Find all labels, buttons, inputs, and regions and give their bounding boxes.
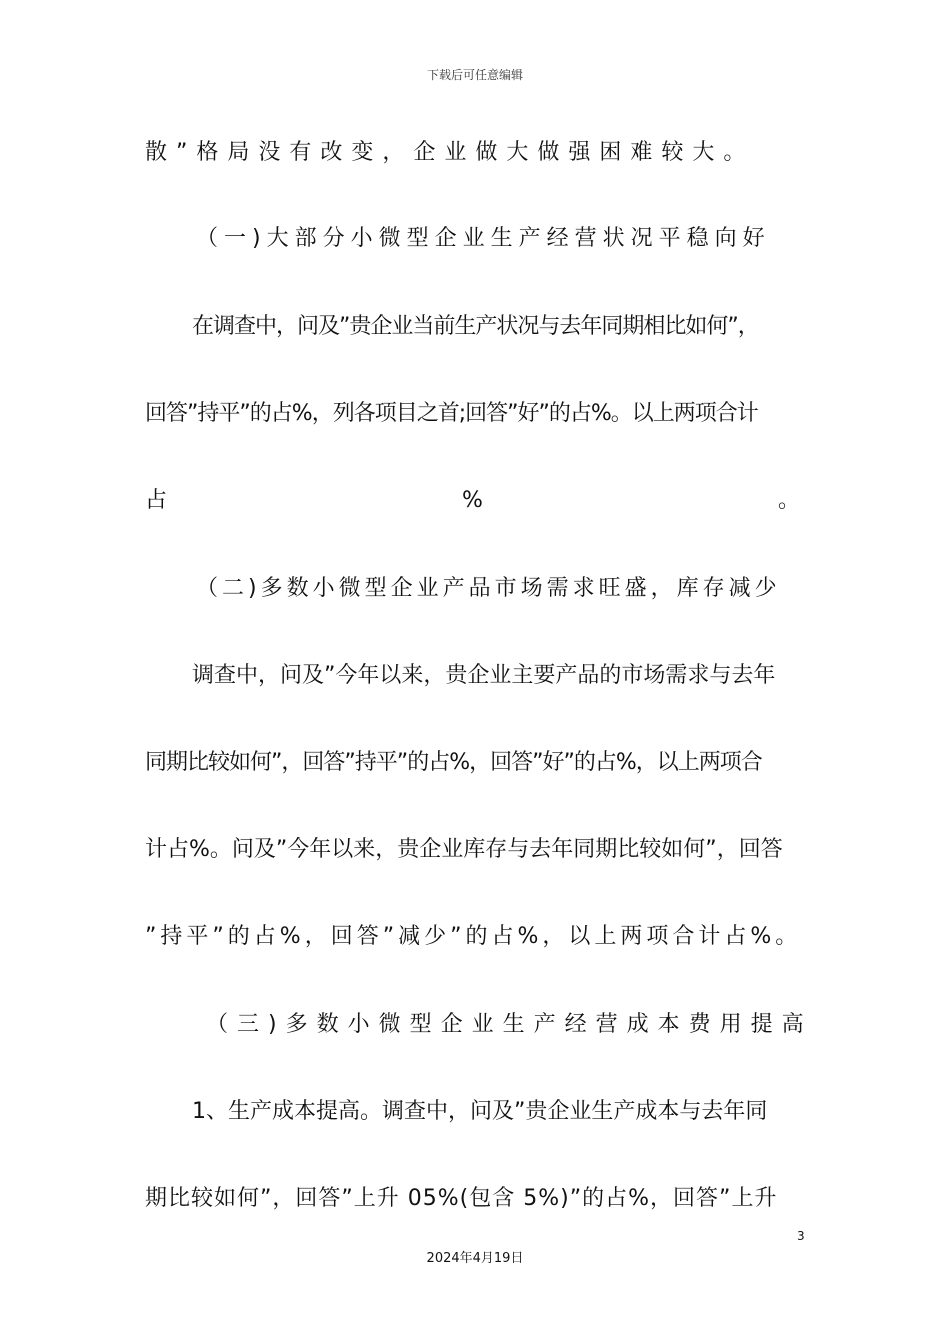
section-heading: （二)多数小微型企业产品市场需求旺盛，库存减少 <box>196 576 781 601</box>
paragraph-line: 期比较如何”，回答”上升 05%(包含 5%)”的占%，回答”上升 <box>145 1186 778 1211</box>
paragraph-line: 调查中，问及”今年以来，贵企业主要产品的市场需求与去年 <box>192 663 776 688</box>
paragraph-line: 同期比较如何”，回答”持平”的占%，回答”好”的占%，以上两项合 <box>145 750 762 775</box>
paragraph-line-justified <box>145 486 800 516</box>
page-number: 3 <box>797 1229 805 1243</box>
text-fragment: % <box>462 488 483 513</box>
page-header: 下载后可任意编辑 <box>426 68 523 82</box>
paragraph-line: 散”格局没有改变，企业做大做强困难较大。 <box>145 140 755 165</box>
section-heading: （一)大部分小微型企业生产经营状况平稳向好 <box>196 226 771 251</box>
paragraph-line: 1、生产成本提高。调查中，问及”贵企业生产成本与去年同 <box>192 1099 768 1124</box>
paragraph-line: ”持平”的占%，回答”减少”的占%，以上两项合计占%。 <box>145 924 802 949</box>
paragraph-line: 在调查中，问及”贵企业当前生产状况与去年同期相比如何”， <box>192 314 759 339</box>
text-fragment: 占 <box>145 488 168 513</box>
paragraph-line: 计占%。问及”今年以来，贵企业库存与去年同期比较如何”，回答 <box>145 837 783 862</box>
section-heading: （三)多数小微型企业生产经营成本费用提高 <box>206 1012 813 1037</box>
footer-date: 2024年4月19日 <box>426 1251 524 1266</box>
text-fragment: 。 <box>777 488 800 513</box>
paragraph-line: 回答”持平”的占%，列各项目之首;回答”好”的占%。以上两项合计 <box>145 401 758 426</box>
